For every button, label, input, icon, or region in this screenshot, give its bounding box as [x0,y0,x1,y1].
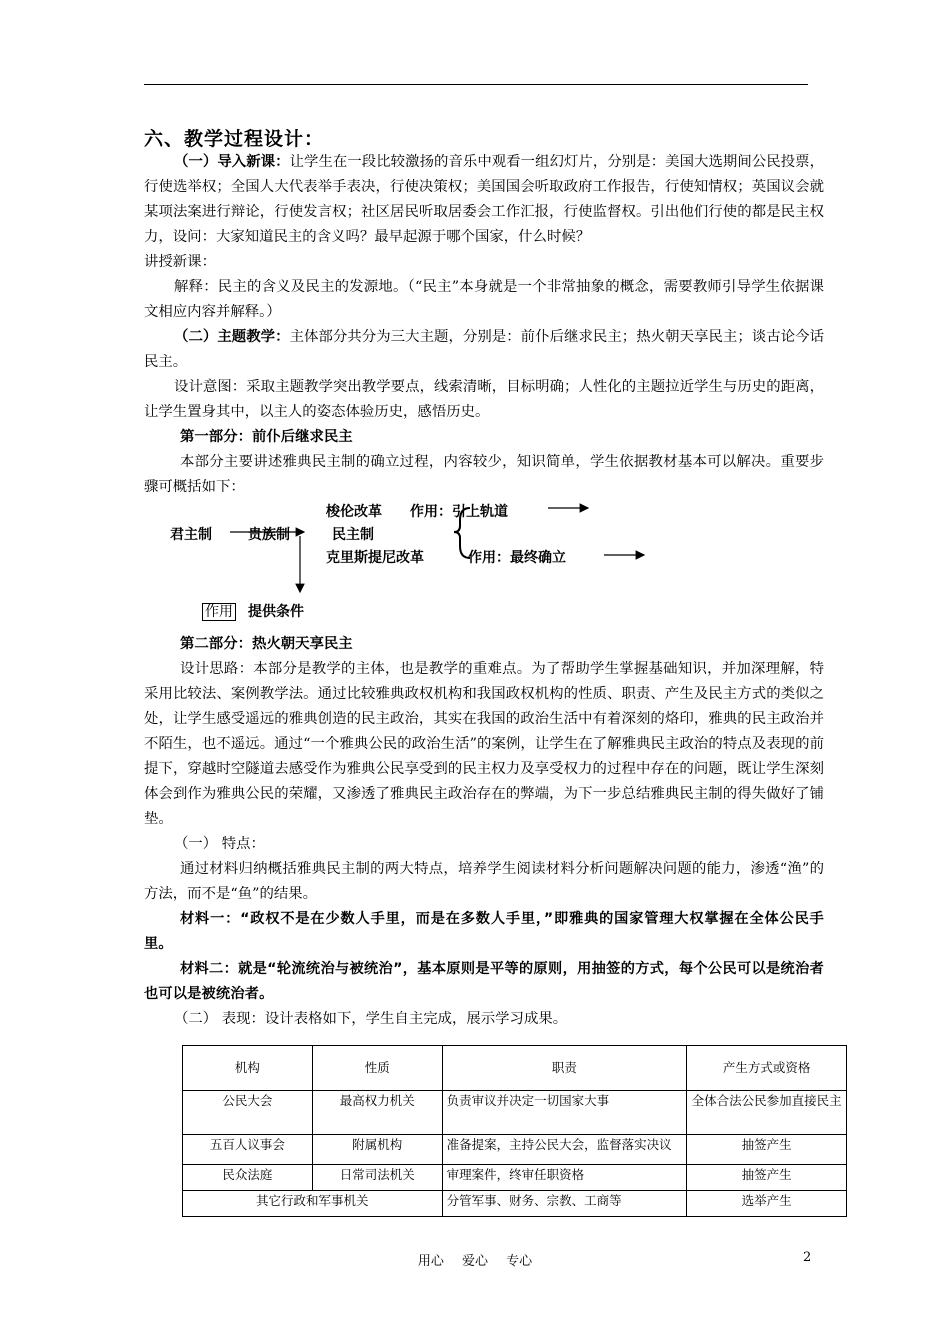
theme-text: 主体部分共分为三大主题，分别是：前仆后继求民主；热火朝天享民主；谈古论今话民主。 [144,329,824,370]
page-number: 2 [803,1250,812,1265]
lecture-label: 讲授新课： [144,254,216,270]
part1-text: 本部分主要讲述雅典民主制的确立过程，内容较少，知识简单，学生依据教材基本可以解决。重要步骤可概括如下： [144,454,824,495]
main-content [144,150,824,1032]
table-cell: 最高权力机关 [312,1091,442,1135]
diagram-reform2: 克里斯提尼改革 [326,550,424,566]
table-cell: 抽签产生 [687,1135,847,1165]
table-cell: 民众法庭 [183,1165,313,1191]
theme-paragraph [144,325,824,375]
part2-text: 设计思路：本部分是教学的主体，也是教学的重难点。为了帮助学生掌握基础知识，并加深理解，特采用比较法、案例教学法。通过比较雅典政权机构和我国政权机构的性质、职责、产生及民主方式的类似之处，让学生感受遥远的雅典创造的民主政治，其实在我国的政治生活中有着深刻的烙印，雅典的民主政治并不陌生，也不遥远。通过“一个雅典公民的政治生活”的案例，让学生在了解雅典民主政治的特点及表现的前提下，穿越时空隧道去感受作为雅典公民享受到的民主权力及享受权力的过程中存在的问题，既让学生深刻体会到作为雅典公民的荣耀，又渗透了雅典民主政治存在的弊端，为下一步总结雅典民主制的得失做好了铺垫。 [144,661,824,827]
table-cell: 分管军事、财务、宗教、工商等 [442,1191,687,1217]
table-header: 职责 [442,1046,687,1091]
table-cell: 附属机构 [312,1135,442,1165]
table-cell: 日常司法机关 [312,1165,442,1191]
table-cell: 审理案件，终审任职资格 [442,1165,687,1191]
table-header: 性质 [312,1046,442,1091]
table-cell-merged: 其它行政和军事机关 [183,1191,443,1217]
diagram-node-democracy: 民主制 [332,527,374,543]
diagram-node-aristocracy: 贵族制 [248,527,290,543]
table-cell: 负责审议并决定一切国家大事 [442,1091,687,1135]
header-rule [144,84,808,85]
part2-heading: 第二部分：热火朝天享民主 [180,636,353,652]
part1-heading: 第一部分：前仆后继求民主 [180,429,353,445]
table-header: 机构 [183,1046,313,1091]
table-header: 产生方式或资格 [687,1046,847,1091]
table-row [183,1165,847,1191]
explanation-paragraph: 解释：民主的含义及民主的发源地。（“民主”本身就是一个非常抽象的概念，需要教师引导学生依据课文相应内容并解释。） [144,279,824,320]
design-intent-paragraph: 设计意图：采取主题教学突出教学要点，线索清晰，目标明确；人性化的主题拉近学生与历史的距离，让学生置身其中，以主人的姿态体验历史，感悟历史。 [144,379,824,420]
diagram-effect1: 作用：引上轨道 [410,504,508,520]
theme-heading: （二）主题教学： [174,329,290,345]
section-title: 六、教学过程设计： [144,128,325,150]
diagram-effect2: 作用：最终确立 [468,550,566,566]
table-cell: 全体合法公民参加直接民主 [687,1091,847,1135]
performance-label: （二） 表现：设计表格如下，学生自主完成，展示学习成果。 [174,1011,568,1027]
diagram-brace [454,508,470,558]
institution-table [182,1045,847,1217]
table-header-row [183,1046,847,1091]
table-row [183,1191,847,1217]
features-label: （一） 特点： [174,836,265,852]
diagram-bottom-label: 提供条件 [248,604,304,620]
diagram-reform1: 梭伦改革 [326,504,382,520]
table-cell: 选举产生 [687,1191,847,1217]
diagram-node-monarchy: 君主制 [170,527,212,543]
table-cell: 五百人议事会 [183,1135,313,1165]
intro-text: 让学生在一段比较激扬的音乐中观看一组幻灯片，分别是：美国大选期间公民投票，行使选举权；全国人大代表举手表决，行使决策权；美国国会听取政府工作报告，行使知情权；英国议会就某项法案进行辩论，行使发言权；社区居民听取居委会工作汇报，行使监督权。引出他们行使的都是民主权力，设问：大家知道民主的含义吗？最早起源于哪个国家，什么时候？ [144,154,824,245]
footer-motto: 用心 爱心 专心 [417,1254,533,1269]
table-row [183,1135,847,1165]
table-cell: 公民大会 [183,1091,313,1135]
intro-paragraph [144,150,824,250]
material-two: 材料二：就是“轮流统治与被统治”，基本原则是平等的原则，用抽签的方式，每个公民可以是统治者也可以是被统治者。 [144,961,824,1002]
institution-table-wrap [182,1045,847,1217]
table-cell: 准备提案，主持公民大会，监督落实决议 [442,1135,687,1165]
table-cell: 抽签产生 [687,1165,847,1191]
material-one: 材料一：“政权不是在少数人手里，而是在多数人手里，”即雅典的国家管理大权掌握在全体公民手里。 [144,911,824,952]
reform-diagram [144,500,824,632]
diagram-arrows [144,500,664,632]
intro-heading: （一）导入新课： [174,154,290,170]
effect-box-label: 作用 [202,603,236,621]
table-row [183,1091,847,1135]
features-text: 通过材料归纳概括雅典民主制的两大特点，培养学生阅读材料分析问题解决问题的能力，渗透“渔”的方法，而不是“鱼”的结果。 [144,861,824,902]
